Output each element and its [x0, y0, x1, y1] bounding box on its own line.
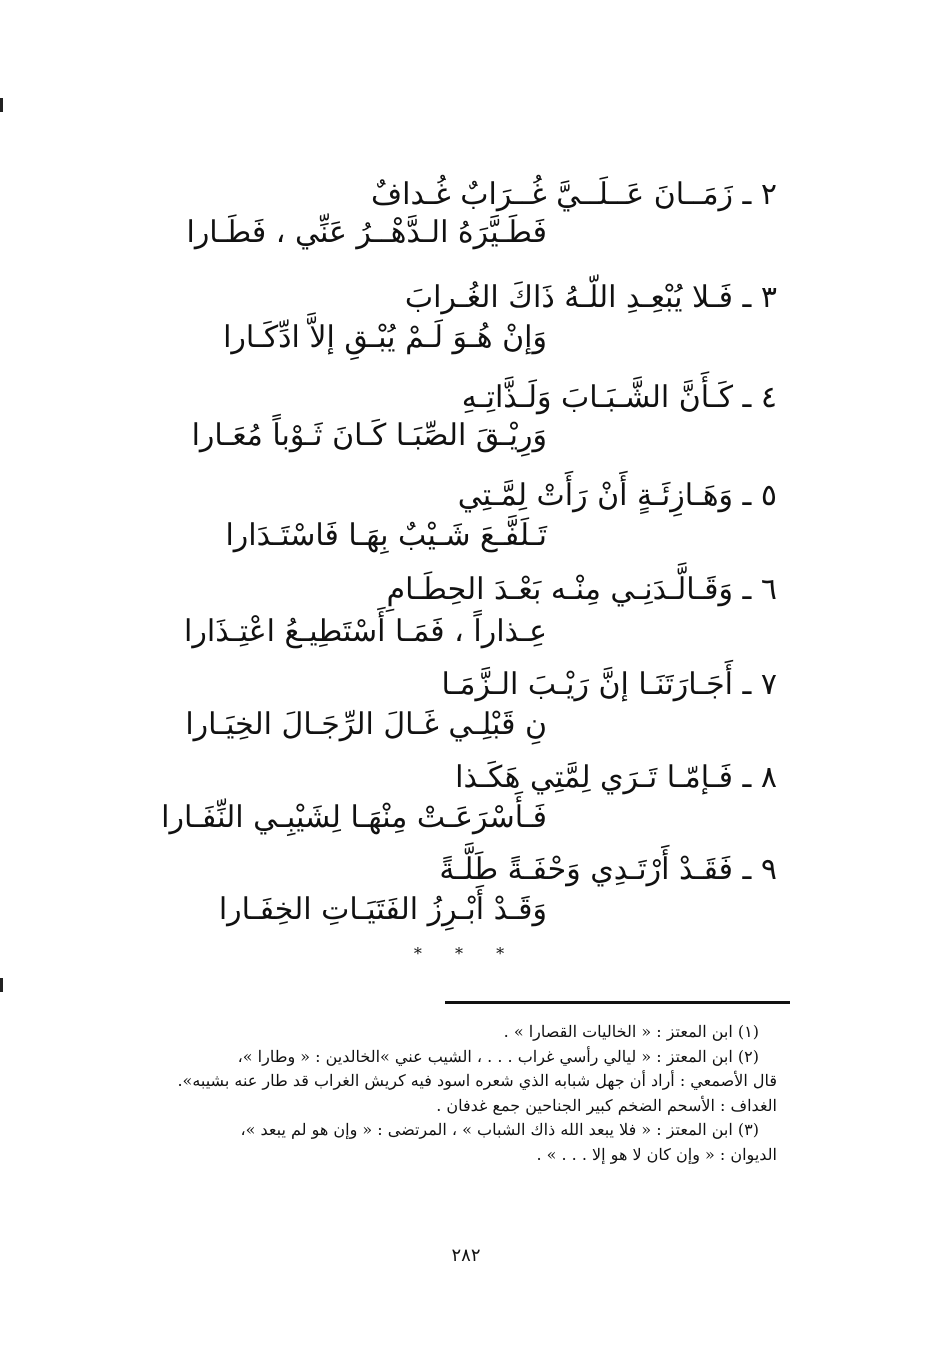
verse-second-hemistich: وَرِيْـقَ الصِّبَـا كَـانَ ثَـوْباً مُعَـارا	[191, 418, 547, 453]
verse-second-hemistich: تَـلَفَّـعَ شَـيْبٌ بِهَـا فَاسْتَـدَارا	[225, 518, 547, 553]
verse-first-hemistich: ٣ ـ فَـلا يُبْعِـدِ اللّـهُ ذَاكَ الغُـرابَ	[404, 280, 777, 315]
footnote-line: الغداف : الأسحم الضخم كبير الجناحين جمع غدفان .	[436, 1095, 777, 1115]
footnote-rule	[445, 1001, 790, 1004]
verse-first-hemistich: ٥ ـ وَهَـازِئَـةٍ أَنْ رَأَتْ لِمَّـتِي	[457, 478, 777, 513]
verse-first-hemistich: ٦ ـ وَقَـالَّـدَنِـي مِنْـه بَعْـدَ الحِطَـامِ	[386, 572, 777, 607]
footnote-line: (١) ابن المعتز : « الخاليات القصارا » .	[503, 1022, 759, 1041]
footnotes	[137, 1020, 777, 1167]
footnote-line: (٣) ابن المعتز : « فلا يبعد الله ذاك الشباب » ، المرتضى : « وإن هو لم يبعد »،	[240, 1120, 759, 1139]
verse-second-hemistich: نِ قَبْلِـي غَـالَ الرِّجَـالَ الخِيَـارا	[185, 707, 547, 742]
verse-first-hemistich: ٩ ـ فَقَـدْ أَرْتَـدِي وَحْفَـةً طَلَّـةً	[439, 852, 777, 887]
footnote-line: الديوان : « وإن كان لا هو إلا . . . » .	[536, 1144, 777, 1164]
verse-first-hemistich: ٢ ـ زَمَــانَ عَــلَــيَّ غُــرَابٌ غُـدافٌ	[371, 177, 777, 212]
verse-second-hemistich: وَقَـدْ أَبْـرِزُ الفَتَيَـاتِ الخِفَـارا	[218, 892, 547, 927]
scan-margin-mark	[0, 978, 3, 992]
page-number: ٢٨٢	[451, 1245, 481, 1266]
verse-second-hemistich: عِـذاراً ، فَمَـا أَسْتَطِيـعُ اعْتِـذَارا	[184, 614, 547, 649]
section-separator: * * *	[413, 944, 519, 963]
footnote-line: (٢) ابن المعتز : « ليالي رأسي غراب . . . ، الشيب عني »الخالدين : « وطارا »،	[237, 1046, 759, 1066]
verse-first-hemistich: ٧ ـ أَجَـارَتَنَـا إنَّ رَيْـبَ الـزَّمَـا	[441, 667, 777, 702]
footnote-line: قال الأصمعي : أراد أن جهل شبابه الذي شعره اسود فيه كريش الغراب قد طار عنه بشيبه».	[177, 1071, 777, 1090]
verse-second-hemistich: فَـأَسْرَعَـتْ مِنْهَـا لِشَيْبِـي النِّفَـارا	[161, 800, 547, 835]
scan-margin-mark	[0, 98, 3, 112]
verse-first-hemistich: ٤ ـ كَـأَنَّ الشَّـبَـابَ وَلَـذَّاتِـهِ	[461, 380, 777, 415]
verse-second-hemistich: فَطَـيَّرَهُ الـدَّهْــرُ عَنِّي ، فَطَـارا	[186, 215, 547, 250]
verse-first-hemistich: ٨ ـ فَـإمّـا تَـرَي لِمَّتِي هَكَـذا	[455, 760, 777, 795]
verse-second-hemistich: وَإنْ هُـوَ لَـمْ يُبْـقِ إلاَّ ادِّكَـارا	[223, 320, 547, 355]
